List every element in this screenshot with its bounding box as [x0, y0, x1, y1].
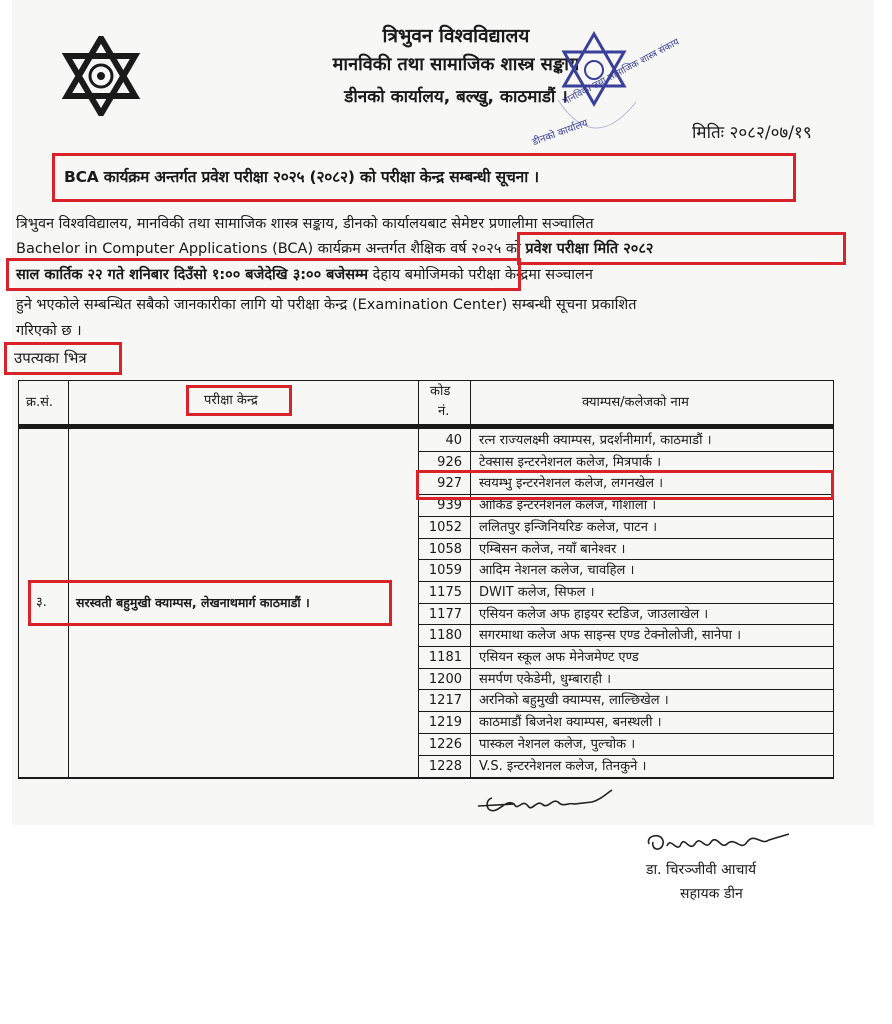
table-border-left — [18, 380, 19, 778]
campus-name: DWIT कलेज, सिफल । — [479, 584, 595, 600]
stamp-arc-text: मानविकी तथा सामाजिक शास्त्र संकाय — [560, 36, 682, 108]
campus-code: 1200 — [428, 671, 462, 687]
campus-code: 1175 — [428, 584, 462, 600]
stamp-inner-text: डीनको कार्यालय — [531, 117, 590, 149]
campus-code: 1217 — [428, 693, 462, 709]
paragraph-line-1: त्रिभुवन विश्वविद्यालय, मानविकी तथा सामाजिक शास्त्र सङ्काय, डीनको कार्यालयबाट सेमेष्टर प्रणालीमा सञ्चालित — [16, 216, 594, 232]
campus-code: 1058 — [428, 541, 462, 557]
paragraph-line-3-b: देहाय बमोजिमको परीक्षा केन्द्रमा सञ्चालन — [372, 267, 593, 283]
table-col-line-1 — [68, 380, 69, 778]
campus-name: एसियन कलेज अफ हाइयर स्टडिज, जाउलाखेल । — [479, 606, 709, 622]
campus-name: स्वयम्भु इन्टरनेशनल कलेज, लगनखेल । — [479, 476, 664, 492]
exam-center-name: सरस्वती बहुमुखी क्याम्पस, लेखनाथमार्ग काठमाडौं । — [76, 595, 310, 610]
campus-code: 1181 — [428, 650, 462, 665]
paragraph-line-4: हुने भएकोले सम्बन्धित सबैको जानकारीका लागि यो परीक्षा केन्द्र (Examination Center) सम्बन्धी सूचना प्रकाशित — [16, 297, 637, 313]
campus-code: 1219 — [428, 715, 462, 731]
table-border-right — [833, 380, 834, 778]
table-border-top — [18, 380, 834, 381]
campus-code: 1228 — [428, 758, 462, 774]
campus-name: पास्कल नेशनल कलेज, पुल्चोक । — [479, 736, 636, 752]
campus-code: 927 — [437, 476, 462, 492]
campus-name: ललितपुर इन्जिनियरिङ कलेज, पाटन । — [479, 519, 658, 535]
table-header-rule — [18, 424, 834, 429]
paragraph-line-5: गरिएको छ । — [16, 323, 82, 339]
paragraph-line-2-a: Bachelor in Computer Applications (BCA) कार्यक्रम अन्तर्गत शैक्षिक — [16, 241, 446, 257]
campus-name: आदिम नेशनल कलेज, चावहिल । — [479, 563, 635, 579]
row-sn: ३. — [36, 595, 47, 610]
campus-code: 1052 — [428, 519, 462, 535]
campus-name: सगरमाथा कलेज अफ साइन्स एण्ड टेक्नोलोजी, सानेपा । — [479, 628, 742, 644]
campus-name: V.S. इन्टरनेशनल कलेज, तिनकुने । — [479, 758, 647, 774]
row-927-highlight — [416, 470, 834, 500]
header-center: परीक्षा केन्द्र — [204, 393, 258, 408]
campus-code: 1180 — [428, 628, 462, 644]
exam-date-text-b: साल कार्तिक २२ गते शनिबार दिउँसो १:०० बजेदेखि ३:०० बजेसम्म — [16, 267, 369, 283]
university-name: त्रिभुवन विश्वविद्यालय — [382, 25, 530, 47]
notice-title: BCA कार्यक्रम अन्तर्गत प्रवेश परीक्षा २०२५ (२०८२) को परीक्षा केन्द्र सम्बन्धी सूचना । — [64, 168, 539, 186]
header-code-line1: कोड — [430, 384, 451, 399]
paragraph-line-2-b: वर्ष २०२५ को — [450, 241, 521, 257]
notice-date: मितिः २०८२/०७/१९ — [692, 123, 812, 143]
campus-name: अरनिको बहुमुखी क्याम्पस, लाल्छिखेल । — [479, 693, 669, 709]
office-address: डीनको कार्यालय, बल्खु, काठमाडौं । — [344, 87, 568, 107]
campus-code: 1177 — [428, 606, 462, 622]
signatory-name: डा. चिरञ्जीवी आचार्य — [646, 862, 757, 878]
faculty-name: मानविकी तथा सामाजिक शास्त्र सङ्काय — [332, 54, 580, 75]
campus-name: समर्पण एकेडेमी, धुम्बाराही । — [479, 671, 612, 687]
table-col-line-3 — [470, 380, 471, 778]
exam-date-highlight-2 — [6, 258, 521, 291]
campus-name: एम्बिसन कलेज, नयाँ बानेश्वर । — [479, 541, 626, 557]
campus-code: 926 — [437, 454, 462, 470]
signature-mark-1 — [474, 786, 634, 820]
header-campus: क्याम्पस/कलेजको नाम — [582, 395, 689, 410]
campus-name: काठमाडौं बिजनेश क्याम्पस, बनस्थली । — [479, 715, 662, 731]
campus-name: टेक्सास इन्टरनेशनल कलेज, मित्रपार्क । — [479, 454, 662, 470]
campus-code: 939 — [437, 498, 462, 514]
header-sn: क्र.सं. — [26, 395, 54, 410]
campus-name: रत्न राज्यलक्ष्मी क्याम्पस, प्रदर्शनीमार्ग, काठमाडौं । — [479, 433, 712, 448]
section-heading: उपत्यका भित्र — [14, 349, 87, 367]
campus-code: 40 — [445, 433, 462, 448]
signature-mark-2 — [643, 826, 793, 862]
exam-date-highlight-1 — [517, 232, 846, 265]
campus-code: 1059 — [428, 563, 462, 579]
header-code-line2: नं. — [438, 404, 450, 419]
campus-name: एसियन स्कूल अफ मेनेजमेण्ट एण्ड — [479, 650, 639, 665]
campus-code: 1226 — [428, 736, 462, 752]
signatory-designation: सहायक डीन — [680, 886, 743, 902]
campus-name: आर्किड इन्टरनेशनल कलेज, गौशाला । — [479, 498, 657, 514]
table-border-bottom — [18, 777, 834, 779]
exam-date-text-a: प्रवेश परीक्षा मिति २०८२ — [525, 241, 654, 257]
